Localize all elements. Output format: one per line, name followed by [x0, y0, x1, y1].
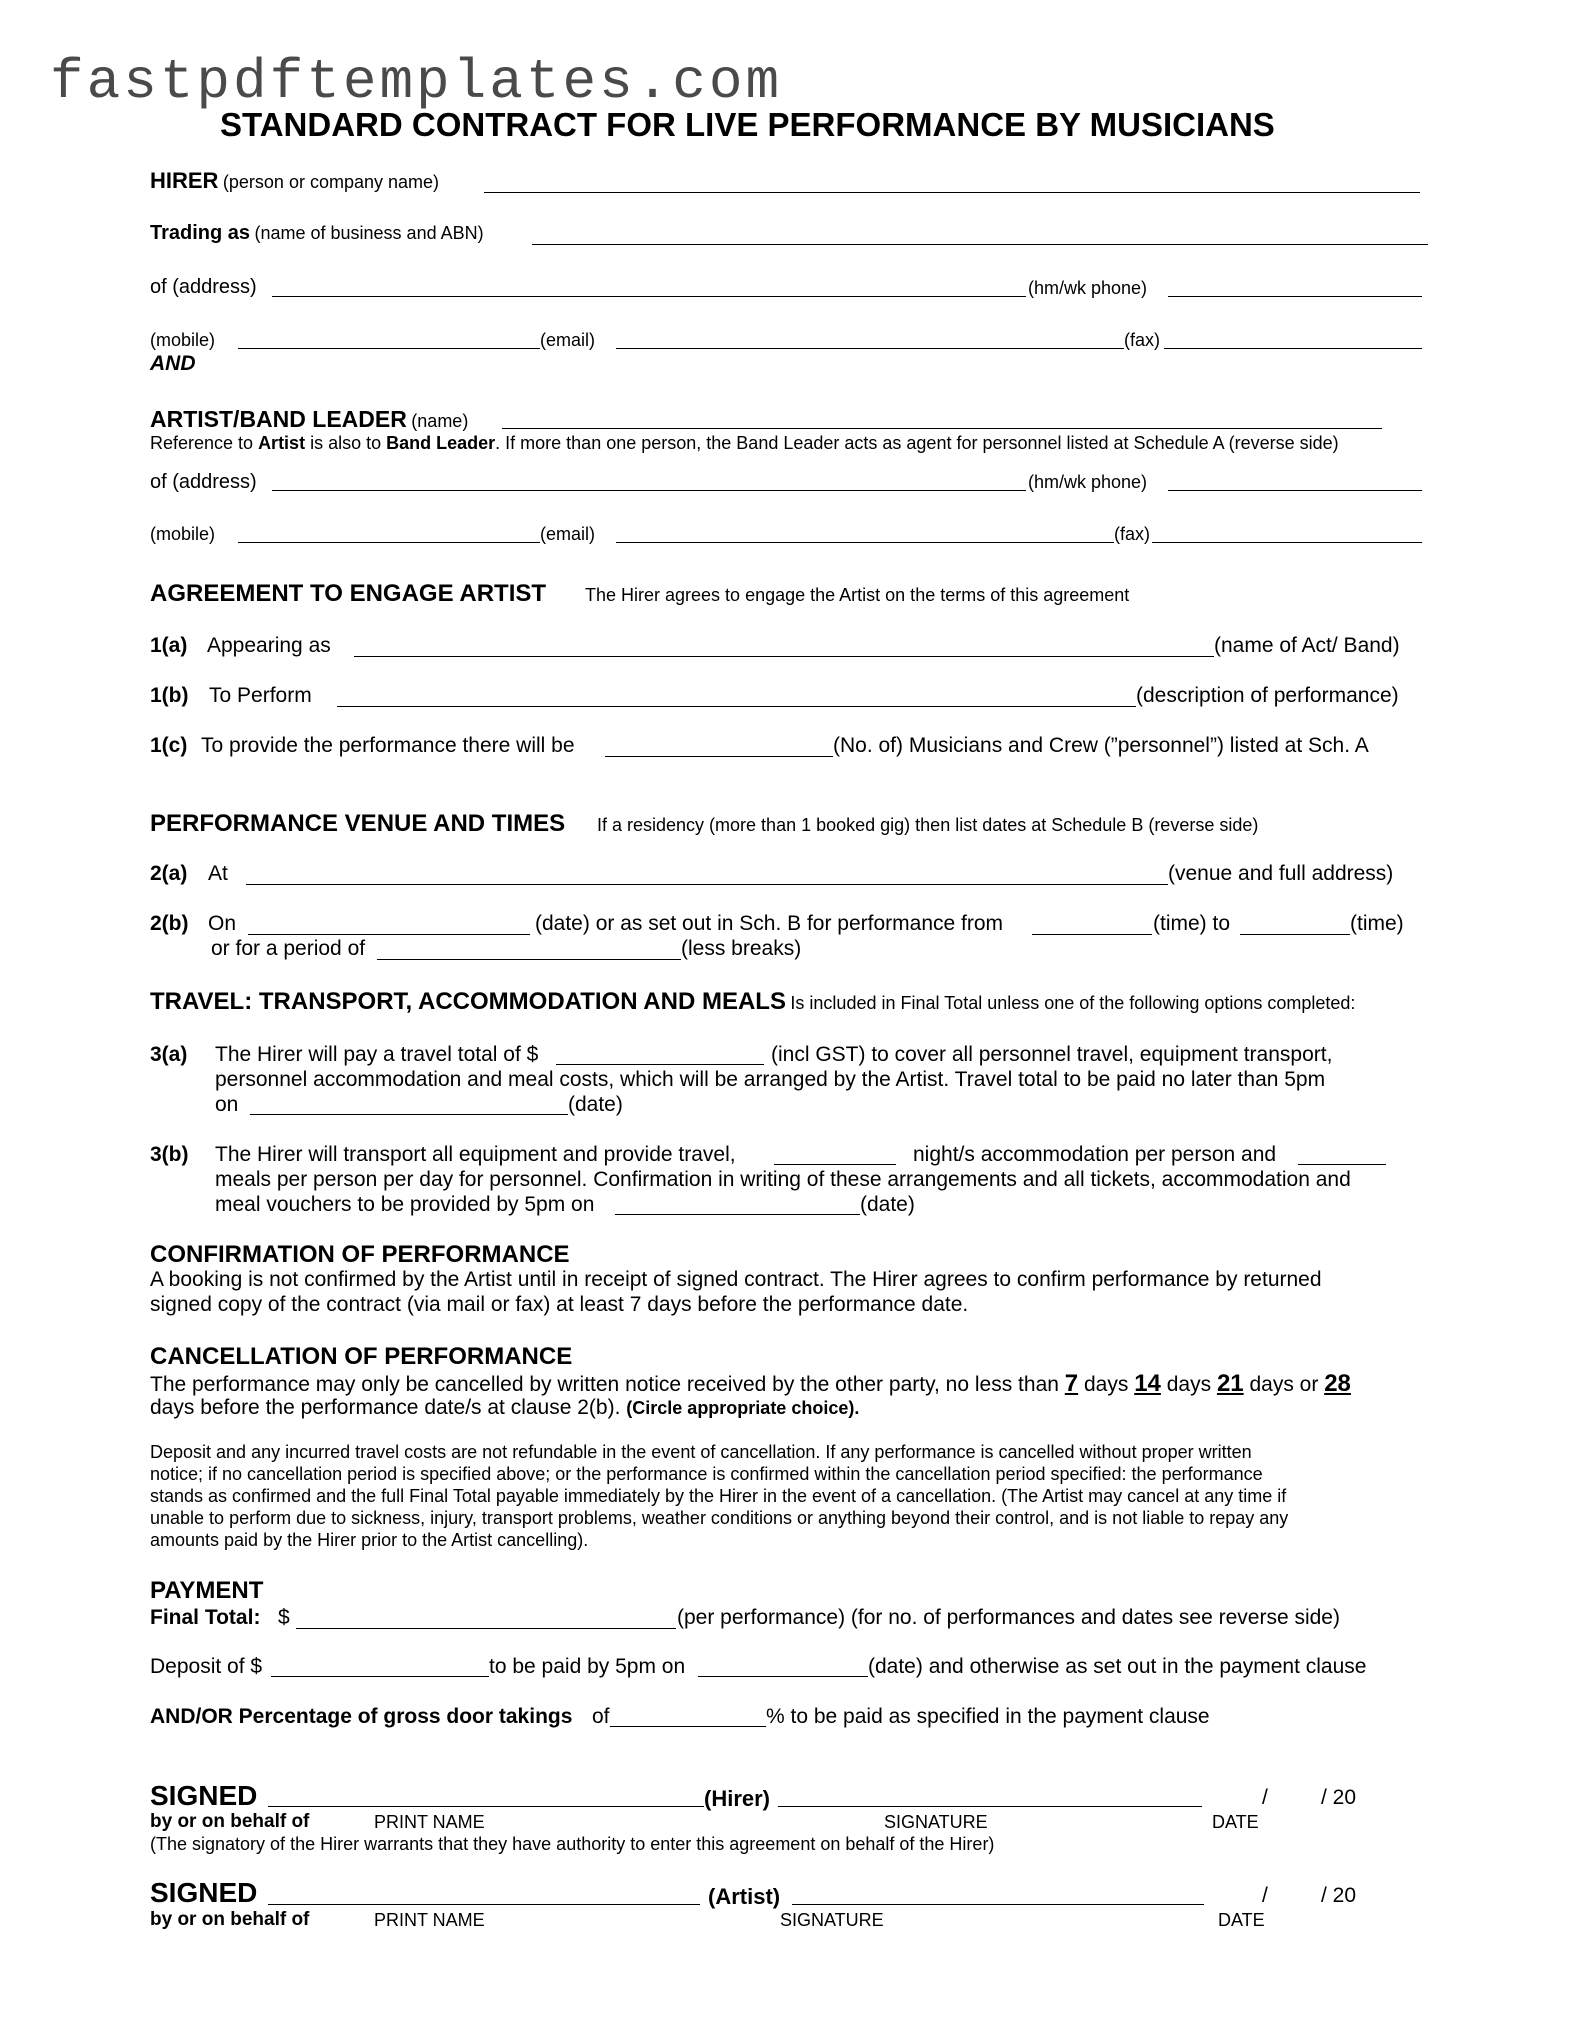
deposit-date-field[interactable] — [698, 1676, 868, 1677]
hirer-email-field[interactable] — [616, 348, 1124, 349]
nights-field[interactable] — [774, 1164, 896, 1165]
hirer-date-label: DATE — [1212, 1812, 1259, 1832]
travel-date-field[interactable] — [250, 1114, 568, 1115]
option-28-days[interactable]: 28 — [1324, 1370, 1351, 1397]
artist-signature-field[interactable] — [792, 1904, 1204, 1905]
travel-total-field[interactable] — [556, 1064, 764, 1065]
final-total-suffix: (per performance) (for no. of performances and dates see reverse side) — [677, 1606, 1340, 1629]
artist-name-row — [150, 406, 468, 433]
hirer-role: (Hirer) — [704, 1786, 771, 1811]
travel-heading: TRAVEL: TRANSPORT, ACCOMMODATION AND MEALS — [150, 988, 786, 1015]
percent-suffix: % to be paid as specified in the payment clause — [766, 1705, 1210, 1728]
clause-2b-date: (date) or as set out in Sch. B for performance from — [535, 912, 1004, 935]
act-name-field[interactable] — [354, 656, 1214, 657]
clause-1c-num: 1(c) — [150, 734, 188, 757]
venue-address-field[interactable] — [246, 884, 1168, 885]
percent-of: of — [592, 1705, 610, 1728]
hirer-date-year: / 20 — [1321, 1786, 1357, 1809]
travel-note: Is included in Final Total unless one of the following options completed: — [790, 993, 1356, 1013]
trading-field[interactable] — [532, 244, 1428, 245]
artist-mobile-field[interactable] — [238, 542, 540, 543]
venue-heading: PERFORMANCE VENUE AND TIMES — [150, 810, 566, 837]
artist-email-field[interactable] — [616, 542, 1114, 543]
artist-print-name-field[interactable] — [268, 1904, 700, 1905]
artist-signed-label: SIGNED — [150, 1877, 258, 1908]
trading-label: Trading as — [150, 222, 251, 244]
deposit-suffix: (date) and otherwise as set out in the payment clause — [868, 1655, 1367, 1678]
venue-note: If a residency (more than 1 booked gig) then list dates at Schedule B (reverse side) — [597, 815, 1259, 835]
end-time-field[interactable] — [1240, 934, 1350, 935]
clause-2b-breaks: (less breaks) — [681, 937, 802, 960]
hirer-email-label: (email) — [540, 330, 596, 350]
clause-2b-period: or for a period of — [211, 937, 366, 960]
hirer-print-name-field[interactable] — [268, 1806, 704, 1807]
hirer-label-note: (person or company name) — [222, 172, 440, 192]
option-21-days[interactable]: 21 — [1216, 1370, 1244, 1397]
clause-1a-suffix: (name of Act/ Band) — [1214, 634, 1400, 657]
clause-3a-l1b: (incl GST) to cover all personnel travel, equipment transport, — [771, 1043, 1333, 1066]
hirer-behalf: by or on behalf of — [150, 1811, 310, 1832]
deposit-label: Deposit of $ — [150, 1655, 263, 1678]
cancellation-heading: CANCELLATION OF PERFORMANCE — [150, 1343, 573, 1370]
confirmation-heading: CONFIRMATION OF PERFORMANCE — [150, 1241, 570, 1268]
artist-signature-label: SIGNATURE — [780, 1910, 884, 1930]
clause-1b-text: To Perform — [209, 684, 312, 707]
trading-row — [150, 222, 484, 245]
clause-2a-num: 2(a) — [150, 862, 188, 885]
artist-reference: Reference to Artist is also to Band Leader. If more than one person, the Band Leader acts as agent for personnel listed at Schedule A (reverse side) — [150, 433, 1339, 453]
hirer-date-slash: / — [1262, 1786, 1268, 1809]
hirer-print-name-label: PRINT NAME — [374, 1812, 485, 1832]
clause-2a-text: At — [208, 862, 228, 885]
cancellation-l1: The performance may only be cancelled by written notice received by the other party, no less than 7 days 14 days 21 days or 28 — [150, 1370, 1351, 1397]
hirer-name-row — [150, 168, 439, 194]
clause-3a-num: 3(a) — [150, 1043, 188, 1066]
watermark: fastpdftemplates.com — [50, 50, 783, 114]
agreement-note: The Hirer agrees to engage the Artist on the terms of this agreement — [585, 585, 1130, 605]
hirer-signature-label: SIGNATURE — [884, 1812, 988, 1832]
travel-heading-row — [150, 988, 1355, 1016]
clause-3a-l3a: on — [215, 1093, 239, 1116]
hirer-address-label: of (address) — [150, 276, 257, 298]
deposit-field[interactable] — [271, 1676, 489, 1677]
clause-3b-l1a: The Hirer will transport all equipment and provide travel, — [215, 1143, 736, 1166]
hirer-mobile-label: (mobile) — [150, 330, 216, 350]
hirer-signed-label: SIGNED — [150, 1780, 258, 1811]
artist-fax-label: (fax) — [1114, 524, 1150, 544]
option-14-days[interactable]: 14 — [1134, 1370, 1161, 1397]
hirer-warrant: (The signatory of the Hirer warrants that they have authority to enter this agreement on behalf of the Hirer) — [150, 1834, 995, 1854]
percent-label: AND/OR Percentage of gross door takings — [150, 1705, 573, 1728]
artist-fax-field[interactable] — [1152, 542, 1422, 543]
clause-3b-num: 3(b) — [150, 1143, 189, 1166]
clause-3b-l3b: (date) — [860, 1193, 915, 1216]
circle-note: (Circle appropriate choice). — [626, 1398, 860, 1418]
clause-1a-text: Appearing as — [207, 634, 331, 657]
artist-label: ARTIST/BAND LEADER — [150, 406, 407, 432]
agreement-heading: AGREEMENT TO ENGAGE ARTIST — [150, 580, 547, 607]
confirmation-l2: signed copy of the contract (via mail or fax) at least 7 days before the performance date. — [150, 1293, 969, 1316]
meals-field[interactable] — [1298, 1164, 1386, 1165]
percent-field[interactable] — [610, 1726, 766, 1727]
page-title: STANDARD CONTRACT FOR LIVE PERFORMANCE BY MUSICIANS — [220, 106, 1275, 143]
option-7-days[interactable]: 7 — [1064, 1370, 1079, 1397]
and-label: AND — [150, 352, 196, 375]
clause-3b-l2: meals per person per day for personnel. Confirmation in writing of these arrangements and all tickets, accommodation and — [215, 1168, 1351, 1191]
hirer-fax-field[interactable] — [1164, 348, 1422, 349]
hirer-name-field[interactable] — [484, 192, 1420, 193]
clause-3b-l3a: meal vouchers to be provided by 5pm on — [215, 1193, 595, 1216]
artist-address-label: of (address) — [150, 471, 257, 493]
payment-heading: PAYMENT — [150, 1577, 264, 1604]
artist-phone-field[interactable] — [1168, 490, 1422, 491]
artist-behalf: by or on behalf of — [150, 1909, 310, 1930]
clause-1a-num: 1(a) — [150, 634, 188, 657]
final-total-label: Final Total: — [150, 1606, 261, 1629]
artist-label-note: (name) — [411, 411, 469, 431]
artist-email-label: (email) — [540, 524, 596, 544]
clause-2b-on: On — [208, 912, 237, 935]
hirer-mobile-field[interactable] — [238, 348, 540, 349]
clause-3a-l3b: (date) — [568, 1093, 623, 1116]
artist-name-field[interactable] — [502, 428, 1382, 429]
clause-2a-suffix: (venue and full address) — [1168, 862, 1394, 885]
artist-address-field[interactable] — [272, 490, 1026, 491]
clause-1c-suffix: (No. of) Musicians and Crew (”personnel”) listed at Sch. A — [833, 734, 1369, 757]
final-total-dollar: $ — [278, 1606, 290, 1629]
confirmation-l1: A booking is not confirmed by the Artist until in receipt of signed contract. The Hirer agrees to confirm performance by returned — [150, 1268, 1322, 1291]
cancellation-l2: days before the performance date/s at clause 2(b). (Circle appropriate choice). — [150, 1396, 860, 1419]
vouchers-date-field[interactable] — [615, 1214, 860, 1215]
artist-date-year: / 20 — [1321, 1884, 1357, 1907]
performance-date-field[interactable] — [248, 934, 530, 935]
clause-3a-l1a: The Hirer will pay a travel total of $ — [215, 1043, 539, 1066]
artist-role: (Artist) — [708, 1884, 781, 1909]
artist-phone-label: (hm/wk phone) — [1028, 472, 1148, 492]
artist-date-slash: / — [1262, 1884, 1268, 1907]
trading-note: (name of business and ABN) — [254, 223, 484, 243]
clause-3a-l2: personnel accommodation and meal costs, which will be arranged by the Artist. Travel total to be paid no later than 5pm — [215, 1068, 1326, 1091]
final-total-field[interactable] — [296, 1628, 676, 1629]
period-field[interactable] — [377, 959, 681, 960]
musician-count-field[interactable] — [605, 756, 833, 757]
deposit-mid: to be paid by 5pm on — [489, 1655, 686, 1678]
clause-2b-time: (time) — [1350, 912, 1404, 935]
artist-date-label: DATE — [1218, 1910, 1265, 1930]
hirer-phone-field[interactable] — [1168, 296, 1422, 297]
performance-description-field[interactable] — [337, 706, 1136, 707]
artist-mobile-label: (mobile) — [150, 524, 216, 544]
hirer-phone-label: (hm/wk phone) — [1028, 278, 1148, 298]
hirer-signature-field[interactable] — [778, 1806, 1202, 1807]
clause-1b-num: 1(b) — [150, 684, 189, 707]
clause-3b-l1b: night/s accommodation per person and — [913, 1143, 1277, 1166]
start-time-field[interactable] — [1032, 934, 1152, 935]
artist-print-name-label: PRINT NAME — [374, 1910, 485, 1930]
clause-1c-text: To provide the performance there will be — [201, 734, 575, 757]
hirer-address-field[interactable] — [272, 296, 1026, 297]
hirer-label: HIRER — [150, 168, 219, 193]
clause-2b-time-to: (time) to — [1153, 912, 1231, 935]
hirer-fax-label: (fax) — [1124, 330, 1160, 350]
clause-2b-num: 2(b) — [150, 912, 189, 935]
clause-1b-suffix: (description of performance) — [1136, 684, 1399, 707]
